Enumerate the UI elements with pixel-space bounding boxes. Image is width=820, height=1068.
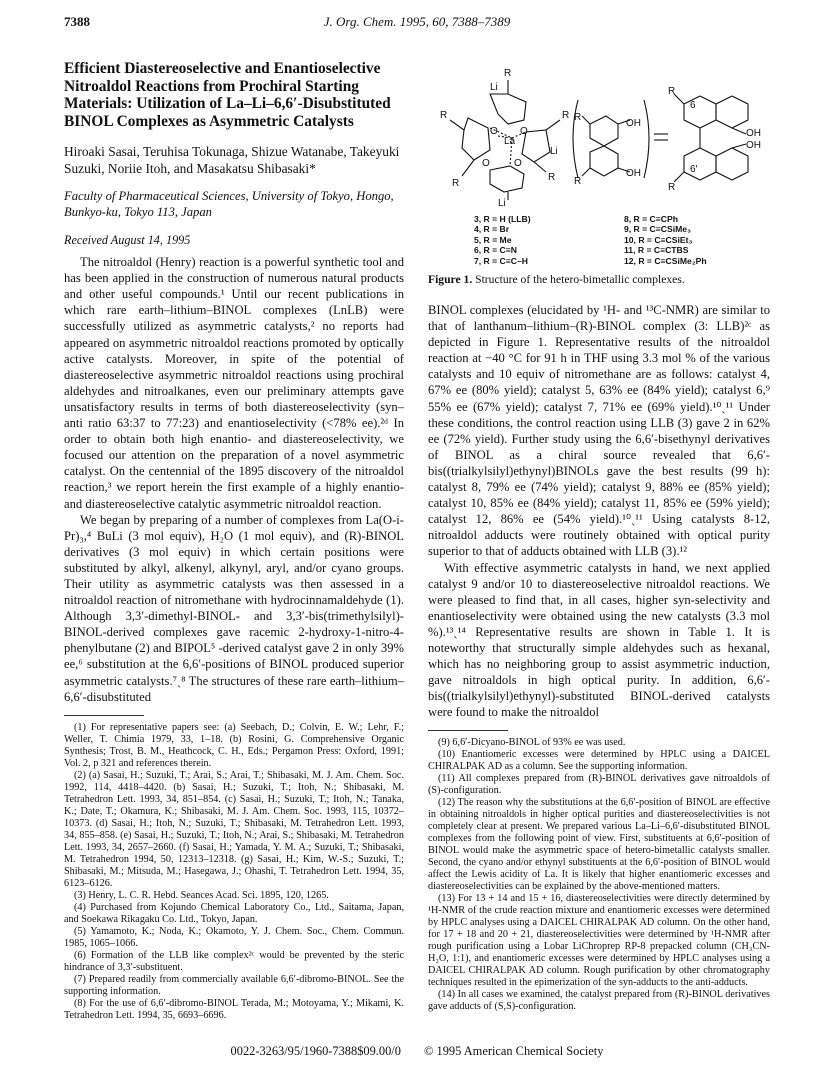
label-r: R (548, 172, 556, 183)
label-r: R (452, 178, 460, 189)
footnote: (10) Enantiomeric excesses were determined by HPLC using a DAICEL CHIRALPAK AD as a column. See the supporting information. (428, 749, 770, 773)
label-r: R (668, 86, 676, 97)
legend-item: 8, R = C≡CPh (624, 214, 678, 224)
footnote: (3) Henry, L. C. R. Hebd. Seances Acad. Sci. 1895, 120, 1265. (74, 889, 329, 901)
legend-item: 7, R = C≡C–H (474, 255, 528, 266)
footnote: (5) Yamamoto, K.; Noda, K.; Okamoto, Y. J. Chem. Soc., Chem. Commun. 1985, 1065–1066. (64, 925, 404, 949)
left-column (64, 60, 404, 1022)
article-title: Efficient Diastereoselective and Enantioselective Nitroaldol Reactions from Prochiral Starting Materials: Utilization of La–Li–6,6′-Disubstituted BINOL Complexes as Asymmetric Catalysts (64, 60, 391, 130)
article-code: 0022-3263/95/1960-7388$09.00/0 (230, 1044, 401, 1058)
figure-caption (428, 272, 685, 288)
journal-citation: J. Org. Chem. 1995, 60, 7388–7389 (323, 14, 511, 29)
label-r: R (562, 110, 570, 121)
label-r: R (504, 68, 512, 79)
page-footer (64, 1044, 770, 1059)
body-paragraph: With effective asymmetric catalysts in hand, we next applied catalyst 9 and/or 10 to diastereoselective nitroaldol reactions. We were pleased to find that, in all cases, higher syn-selectivity and enantioselectivity were obtained using the new catalysts (3.3 mol %).¹³ˎ¹⁴ Representative results are shown in Table 1. It is noteworthy that structurally simple aldehydes such as hexanal, which has no neighboring group to assist asymmetric induction, gave nitroaldols in high optical purity. In addition, 6,6′-bis((trialkylsilyl)ethynyl)-substituted BINOL-derived catalysts were found to make the nitroaldol (428, 560, 770, 720)
label-o: O (514, 158, 522, 169)
legend-item: 5, R = Me (474, 234, 512, 245)
running-header (64, 14, 770, 32)
label-oh: OH (746, 128, 761, 139)
label-li: Li (490, 82, 498, 93)
figure-1 (428, 60, 770, 292)
label-r: R (668, 182, 676, 193)
affiliation: Faculty of Pharmaceutical Sciences, University of Tokyo, Hongo, Bunkyo-ku, Tokyo 113, Japan (64, 189, 394, 219)
footnote: (8) For the use of 6,6′-dibromo-BINOL Terada, M.; Motoyama, Y.; Mikami, K. Tetrahedron Lett. 1994, 35, 6693–6696. (64, 997, 404, 1021)
label-r: R (574, 176, 582, 187)
footnotes-right (428, 737, 770, 1013)
footnote: (1) For representative papers see: (a) Seebach, D.; Colvin, E. W.; Lehr, F.; Weller, T. Chimia 1979, 33, 1–18. (b) Rosini, G. Comprehensive Organic Synthesis; Trost, B. M., Heathcock, C. H., Eds.; Pergamon Press: Oxford, 1991; Vol. 2, p 321 and references therein. (64, 721, 404, 769)
footnote: (14) In all cases we examined, the catalyst prepared from (R)-BINOL derivatives gave adducts of (S,S)-configuration. (428, 989, 770, 1013)
right-column (428, 60, 770, 1013)
legend-item: 10, R = C≡CSiEt₃ (624, 234, 693, 245)
footnote: (12) The reason why the substitutions at the 6,6′-position of BINOL are effective in obtaining nitroaldols in higher optical purities and diastereoselectivities is not completely clear at present. We prepared various La–Li–6,6′-disubstituted BINOL complexes from the following point of view. First, substituents at 6,6′-position of BINOL would make the asymmetric space of hetero-bimetallic catalysts smaller. Second, the cyano and/or ethynyl substituents at the 6,6′-position of BINOL would affect the Lewis acidity of La. It is likely that higher enantiomeric excesses and diastereoselectivities can be explained by the above-mentioned matters. (428, 797, 770, 893)
legend-item: 6, R = C≡N (474, 245, 517, 256)
legend-item: 3, R = H (LLB) (474, 214, 531, 224)
legend-item: 4, R = Br (474, 224, 510, 235)
page-number: 7388 (64, 14, 90, 29)
label-r: R (574, 112, 582, 123)
footnote-rule (64, 715, 144, 716)
received-date: Received August 14, 1995 (64, 233, 191, 247)
body-paragraph: BINOL complexes (elucidated by ¹H- and ¹³C-NMR) are similar to that of lanthanum–lithium–(R)-BINOL complex (3: LLB)²ᶜ as depicted in Figure 1. Representative results of the nitroaldol reaction at −40 °C for 91 h in THF using 3.3 mol % of the various catalysts and 10 equiv of nitromethane are as follows: catalyst 4, 67% ee (80% yield); catalyst 5, 63% ee (84% yield); catalyst 6,⁹ 55% ee (67% yield); catalyst 7, 71% ee (69% yield).¹⁰ˎ¹¹ Under these conditions, the control reaction using LLB (3) gave 2 in 62% ee (72% yield). Further study using the 6,6′-bisethynyl derivatives of BINOL as a chiral source revealed that 6,6′-bis((trialkylsilyl)ethynyl)BINOLs gave the best results (99 h): catalyst 8, 79% ee (74% yield); catalyst 9, 88% ee (85% yield); catalyst 10, 85% ee (84% yield); catalyst 11, 85% ee (59% yield); catalyst 12, 86% ee (54% yield).¹⁰ˎ¹¹ Using catalysts 8-12, nitroaldol adducts were routinely obtained with optical purity superior to that of adducts obtained with LLB (3).¹² (428, 303, 770, 559)
label-o: O (482, 158, 490, 169)
legend-item: 11, R = C≡CTBS (624, 245, 689, 256)
footnote: (7) Prepared readily from commercially available 6,6′-dibromo-BINOL. See the supporting information. (64, 973, 404, 997)
structure-diagram (428, 60, 770, 210)
label-o: O (520, 126, 528, 137)
footnote: (4) Purchased from Kojundo Chemical Laboratory Co., Ltd., Saitama, Japan, and Soekawa Rikagaku Co. Ltd., Tokyo, Japan. (64, 901, 404, 925)
footnotes-left (64, 722, 404, 1022)
author-list: Hiroaki Sasai, Teruhisa Tokunaga, Shizue Watanabe, Takeyuki Suzuki, Noriie Itoh, and Masakatsu Shibasaki* (64, 144, 400, 176)
body-paragraph: We began by preparing of a number of complexes from La(O-i-Pr)₃,⁴ BuLi (3 mol equiv), H₂O (1 mol equiv), and (R)-BINOL derivatives (3 mol equiv) in which certain positions were substituted by alkyl, alkenyl, alkynyl, aryl, and/or cyano groups. Their utility as asymmetric catalysts was then assessed in a nitroaldol reaction of nitromethane with hydrocinnamaldehyde (1). Although 3,3′-dimethyl-BINOL- and 3,3′-bis(trimethylsilyl)-BINOL-derived complexes gave racemic 2-hydroxy-1-nitro-4-phenylbutane (2) and BIPOL⁵ -derived catalyst gave 2 in only 39% ee,⁶ substitution at the 6,6′-positions of BINOL produced superior asymmetric catalysts.⁷ˎ⁸ The structures of these rare earth–lithium–6,6′-disubstituted (64, 512, 404, 704)
figure-label: Figure 1. (428, 273, 473, 286)
legend-left (474, 214, 531, 266)
footnote: (13) For 13 + 14 and 15 + 16, diastereoselectivities were directly determined by ¹H-NMR of the crude reaction mixture and enantiomeric excesses were determined by HPLC analyses using a DAICEL CHIRALPAK AD column. On the other hand, for 17 + 18 and 20 + 21, diastereoselectivities were determined by ¹H-NMR after rough purification using a Lobar LiChroprep RP-8 prepacked column (CH₃CN-H₂O, 1:1), and enantiomeric excesses were determined by HPLC analyses using a DAICEL CHIRALPAK AD column. Rough purification by other chromatography techniques resulted in the epimerization of the syn-adducts to the anti-adducts. (428, 893, 770, 989)
label-la: La (504, 136, 516, 147)
label-oh: OH (626, 118, 641, 129)
label-6prime: 6′ (690, 164, 698, 175)
footnote: (9) 6,6′-Dicyano-BINOL of 93% ee was used. (438, 737, 626, 749)
legend-item: 9, R = C≡CSiMe₃ (624, 224, 692, 235)
label-o: O (490, 126, 498, 137)
footnote: (11) All complexes prepared from (R)-BINOL derivatives gave nitroaldols of (S)-configuration. (428, 773, 770, 797)
label-oh: OH (746, 140, 761, 151)
footnote-rule (428, 730, 508, 731)
footnote: (2) (a) Sasai, H.; Suzuki, T.; Arai, S.; Arai, T.; Shibasaki, M. J. Am. Chem. Soc. 1992, 114, 4418–4420. (b) Sasai, H.; Suzuki, T.; Itoh, N.; Shibasaki, M. Tetrahedron Lett. 1993, 34, 851–854. (c) Sasai, H.; Suzuki, T.; Itoh, N.; Tanaka, K.; Date, T.; Okamura, K.; Shibasaki, M. J. Am. Chem. Soc. 1993, 115, 10372–10373. (d) Sasai, H.; Itoh, N.; Suzuki, T.; Shibasaki, M. Tetrahedron Lett. 1993, 34, 855–858. (e) Sasai, H.; Suzuki, T.; Itoh, N.; Arai, S.; Shibasaki, M. Tetrahedron Lett. 1993, 34, 2657–2660. (f) Sasai, H.; Yamada, Y. M. A.; Suzuki, T.; Shibasaki, M. Tetrahedron 1994, 50, 12313–12318. (g) Sasai, H.; Kim, W.-S.; Suzuki, T.; Shibasaki, M.; Mitsuda, M.; Hasegawa, J.; Ohashi, T. Tetrahedron Lett. 1994, 35, 6123–6126. (64, 769, 404, 889)
figure-caption-text: Structure of the hetero-bimetallic complexes. (475, 273, 685, 286)
body-paragraph: The nitroaldol (Henry) reaction is a powerful synthetic tool and has been applied in the construction of numerous natural products and other useful compounds.¹ Until our recent publications in which rare earth–lithium–BINOL complexes (LnLB) were successfully utilized as asymmetric catalysts,² no reports had appeared on asymmetric nitroaldol reactions promoted by optically active catalysts. Moreover, in spite of the potential of diastereoselective asymmetric nitroaldol reactions using prochiral aldehydes and nitroalkanes, even our preliminary attempts gave unsatisfactory results in terms of both diastereoselectivity (syn–anti ratio 63:37 to 77:23) and enantioselectivity (<78% ee).²ᵈ In order to obtain both high enantio- and diastereoselectivity, we focused our attention on the preparation of a novel asymmetric catalyst. On the centennial of the 1895 discovery of the nitroaldol reaction,³ we report herein the first example of a highly enantio- and diastereoselective catalytic asymmetric nitroaldol reaction. (64, 255, 404, 511)
label-r: R (440, 110, 448, 121)
legend-right (624, 214, 707, 266)
label-li: Li (498, 198, 506, 209)
legend-item: 12, R = C≡CSiMe₂Ph (624, 255, 707, 266)
label-li: Li (550, 146, 558, 157)
label-oh: OH (626, 168, 641, 179)
label-6: 6 (690, 100, 696, 111)
footnote: (6) Formation of the LLB like complex²ᶜ would be prevented by the steric hindrance of 3,3′-substituent. (64, 949, 404, 973)
copyright: © 1995 American Chemical Society (424, 1044, 604, 1058)
